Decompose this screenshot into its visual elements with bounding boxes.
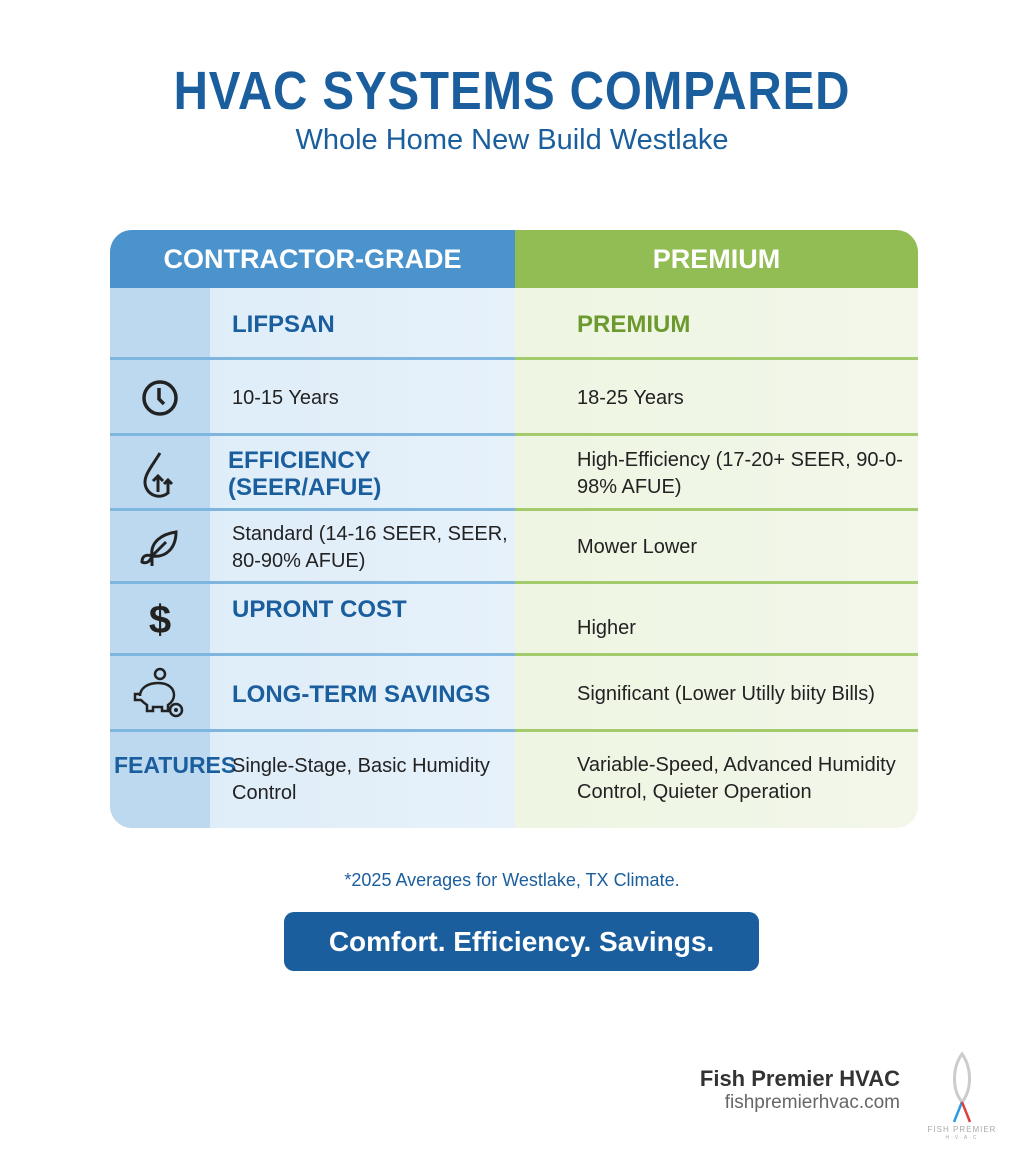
row-label: UPRONT COST bbox=[232, 596, 407, 623]
piggy-bank-gear-icon bbox=[110, 656, 210, 732]
clock-icon bbox=[110, 360, 210, 436]
footnote: *2025 Averages for Westlake, TX Climate. bbox=[344, 870, 680, 890]
table-row bbox=[110, 436, 918, 511]
table-row bbox=[110, 288, 918, 360]
row-value-premium: Higher bbox=[577, 616, 636, 639]
table-row bbox=[110, 360, 918, 436]
row-value-contractor: Single-Stage, Basic Humidity Control bbox=[232, 755, 490, 804]
row-value-premium: High-Efficiency (17-20+ SEER, 90-0-98% AFUE) bbox=[577, 448, 903, 498]
page-subtitle: Whole Home New Build Westlake bbox=[295, 124, 729, 156]
row-label: LONG-TERM SAVINGS bbox=[232, 680, 491, 708]
company-logo bbox=[920, 1050, 1004, 1140]
row-value-premium: 18-25 Years bbox=[577, 386, 684, 409]
brand-url[interactable]: fishpremierhvac.com bbox=[724, 1092, 900, 1113]
row-label: LIFPSAN bbox=[232, 310, 335, 338]
page-title: HVAC SYSTEMS COMPARED bbox=[173, 61, 851, 121]
svg-text:H·V·A·C: H·V·A·C bbox=[945, 1135, 979, 1140]
table-row bbox=[110, 511, 918, 584]
table-row bbox=[110, 656, 918, 732]
table-row bbox=[110, 584, 918, 656]
header-contractor-grade: CONTRACTOR-GRADE bbox=[110, 230, 515, 288]
row-value-premium: PREMIUM bbox=[577, 310, 691, 338]
svg-text:FISH PREMIER: FISH PREMIER bbox=[927, 1125, 997, 1134]
row-value-premium: Variable-Speed, Advanced Humidity Control, Quieter Operation bbox=[577, 754, 896, 803]
drop-arrows-icon bbox=[110, 436, 210, 511]
comparison-table bbox=[110, 230, 918, 828]
brand-name: Fish Premier HVAC bbox=[699, 1066, 900, 1091]
table-row bbox=[110, 732, 918, 828]
row-value-premium: Significant (Lower Utilly biity Bills) bbox=[577, 682, 875, 705]
row-label: EFFICIENCY (SEER/AFUE) bbox=[228, 446, 382, 501]
row-value-premium: Mower Lower bbox=[577, 536, 698, 558]
brand-block bbox=[700, 1066, 900, 1114]
dollar-icon: $ bbox=[148, 597, 172, 642]
tagline-banner: Comfort. Efficiency. Savings. bbox=[284, 912, 759, 971]
row-value-contractor: Standard (14-16 SEER, SEER, 80-90% AFUE) bbox=[232, 522, 508, 572]
row-value-contractor: 10-15 Years bbox=[232, 386, 339, 409]
leaf-icon bbox=[110, 511, 210, 584]
row-label: FEATURES bbox=[114, 752, 237, 778]
header-premium: PREMIUM bbox=[515, 230, 918, 288]
